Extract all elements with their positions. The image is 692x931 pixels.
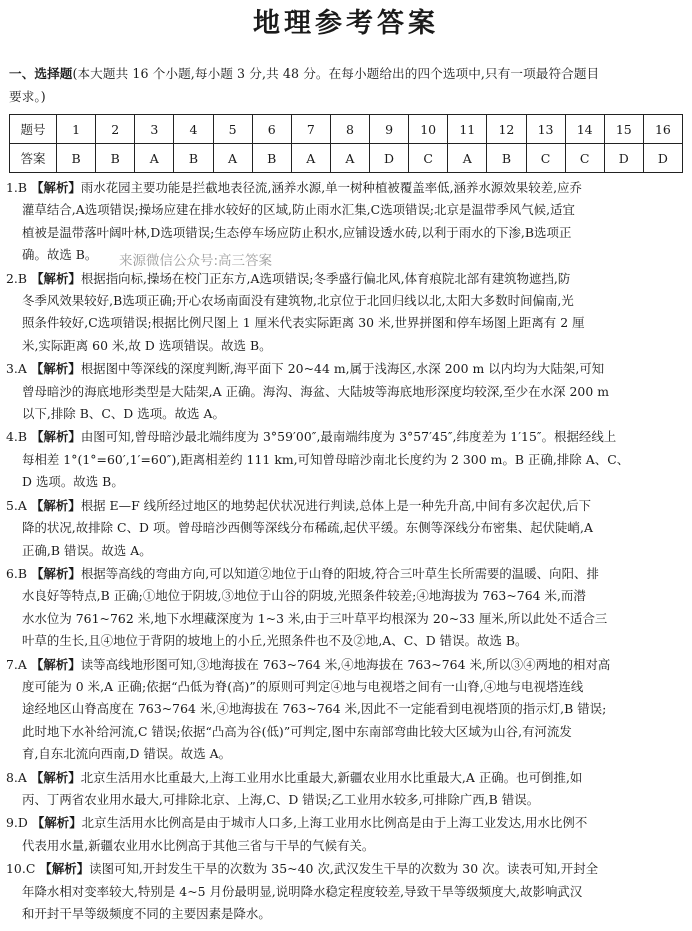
answer-table-number-row [10, 115, 683, 144]
item-number: 10.C [6, 861, 36, 877]
question-number: 4 [174, 115, 213, 144]
question-number: 3 [135, 115, 174, 144]
item-number: 4.B [6, 429, 28, 445]
item-line: 雨水花园主要功能是拦截地表径流,涵养水源,单一树种植被覆盖率低,涵养水源效果较差,应乔 [80, 180, 582, 195]
item-line: 正确,B 错误。故选 A。 [22, 542, 152, 558]
item-line: 照条件较好,C选项错误;根据比例尺图上 1 厘米代表实际距离 30 米,世界拼图和停车场图上距离有 2 厘 [22, 315, 585, 331]
answer-cell: C [409, 144, 448, 173]
explanation-item-1 [6, 177, 686, 267]
item-number: 1.B [6, 180, 28, 195]
item-line: 度可能为 0 米,A 正确;依据“凸低为脊(高)”的原则可判定④地与电视塔之间有一山脊,④地与电视塔连线 [22, 678, 584, 694]
item-line: 水水位为 761~762 米,地下水埋藏深度为 1~3 米,由于三叶草平均根深为 20~33 厘米,所以此处不适合三 [22, 610, 608, 626]
explanation-item-7 [6, 654, 686, 766]
item-line: 丙、丁两省农业用水最大,可排除北京、上海,C、D 错误;乙工业用水较多,可排除广西,B 错误。 [22, 791, 540, 807]
item-tag: 【解析】 [31, 565, 81, 581]
answer-cell: A [291, 144, 330, 173]
item-line: 根据等高线的弯曲方向,可以知道②地位于山脊的阳坡,符合三叶草生长所需要的温暖、向阳、排 [80, 565, 599, 581]
item-tag: 【解析】 [31, 815, 82, 831]
question-number: 13 [526, 115, 565, 144]
item-line: 确。故选 B。 [22, 247, 98, 263]
explanation-item-10 [6, 858, 686, 925]
section-intro-line1: (本大题共 16 个小题,每小题 3 分,共 48 分。在每小题给出的四个选项中,只有一项最符合题目 [72, 66, 600, 81]
item-line: 读图可知,开封发生干旱的次数为 35~40 次,武汉发生干旱的次数为 30 次。读表可知,开封全 [89, 861, 599, 877]
item-line: 根据 E—F 线所经过地区的地势起伏状况进行判读,总体上是一种先升高,中间有多次起伏,后下 [80, 497, 592, 513]
answer-cell: C [526, 144, 565, 173]
item-line: 根据指向标,操场在校门正东方,A选项错误;冬季盛行偏北风,体育痕院北部有建筑物遮挡,防 [80, 270, 571, 286]
item-line: 和开封干旱等级频度不同的主要因素是降水。 [22, 906, 271, 921]
item-line: 途经地区山脊高度在 763~764 米,④地海拔在 763~764 米,因此不一定能看到电视塔顶的指示灯,B 错误; [22, 701, 607, 717]
item-line: 植被是温带落叶阔叶林,D选项错误;生态停车场应防止积水,应铺设透水砖,以利于雨水的下渗,B选项正 [22, 224, 572, 240]
item-number: 2.B [6, 270, 28, 286]
explanation-item-9 [6, 812, 686, 857]
item-number: 3.A [6, 361, 27, 377]
item-tag: 【解析】 [31, 270, 81, 286]
question-number: 10 [409, 115, 448, 144]
item-line: 冬季风效果较好,B选项正确;开心农场南面没有建筑物,北京位于北回归线以北,太阳大多数时间偏南,光 [22, 293, 574, 309]
question-number: 7 [291, 115, 330, 144]
item-line: 水良好等特点,B 正确;①地位于阴坡,③地位于山谷的阴坡,光照条件较差;④地海拔为 763~764 米,而潜 [22, 588, 586, 604]
question-number: 11 [448, 115, 487, 144]
answer-cell: A [135, 144, 174, 173]
item-number: 9.D [6, 815, 28, 831]
item-tag: 【解析】 [30, 656, 81, 672]
answer-cell: A [213, 144, 252, 173]
item-line: 代表用水量,新疆农业用水比例高于其他三省与干旱的气候有关。 [22, 837, 375, 853]
watermark-text: 来源微信公众号:高三答案 [119, 253, 273, 269]
item-line: 北京生活用水比重最大,上海工业用水比重最大,新疆农业用水比重最大,A 正确。也可倒推,如 [80, 769, 583, 785]
answer-cell: B [487, 144, 526, 173]
item-line: D 选项。故选 B。 [22, 474, 124, 490]
item-line: 灌草结合,A选项错误;操场应建在排水较好的区域,防止雨水汇集,C选项错误;北京是温带季风气候,适宜 [22, 202, 575, 218]
question-number: 12 [487, 115, 526, 144]
question-number: 9 [370, 115, 409, 144]
question-number: 8 [330, 115, 369, 144]
item-line: 曾母暗沙的海底地形类型是大陆架,A 正确。海沟、海盆、大陆坡等海底地形深度均较深,至少在水深 200 m [22, 383, 610, 399]
explanation-item-5 [6, 495, 686, 562]
item-line: 北京生活用水比例高是由于城市人口多,上海工业用水比例高是由于上海工业发达,用水比例不 [81, 815, 588, 831]
answer-cell: D [370, 144, 409, 173]
question-number: 16 [643, 115, 682, 144]
item-line: 育,自东北流向西南,D 错误。故选 A。 [22, 746, 232, 762]
item-tag: 【解析】 [39, 861, 90, 877]
answer-cell: C [565, 144, 604, 173]
section-intro [9, 62, 685, 108]
answer-cell: B [57, 144, 96, 173]
answer-cell: B [174, 144, 213, 173]
explanation-item-3 [6, 358, 686, 425]
answer-cell: A [448, 144, 487, 173]
item-line: 读等高线地形图可知,③地海拔在 763~764 米,④地海拔在 763~764 米,所以③④两地的相对高 [80, 656, 611, 672]
item-tag: 【解析】 [30, 361, 81, 377]
explanation-item-2 [6, 268, 686, 358]
answer-cell: D [604, 144, 643, 173]
question-number: 6 [252, 115, 291, 144]
answer-cell: D [643, 144, 682, 173]
answer-cell: A [330, 144, 369, 173]
explanation-item-4 [6, 426, 686, 493]
item-tag: 【解析】 [30, 769, 81, 785]
item-line: 米,实际距离 60 米,故 D 选项错误。故选 B。 [22, 337, 272, 353]
item-tag: 【解析】 [31, 180, 81, 195]
item-number: 8.A [6, 769, 27, 785]
row-label-question: 题号 [10, 115, 57, 144]
section-intro-line2: 要求。) [9, 89, 46, 104]
item-line: 每相差 1°(1°=60′,1′=60″),距离相差约 111 km,可知曾母暗沙南北长度约为 2 300 m。B 正确,排除 A、C、 [22, 451, 630, 467]
page-title: 地理参考答案 [253, 8, 439, 39]
item-tag: 【解析】 [30, 497, 81, 513]
question-number: 5 [213, 115, 252, 144]
answer-table-answer-row [10, 144, 683, 173]
answer-table [9, 114, 683, 173]
question-number: 14 [565, 115, 604, 144]
question-number: 1 [57, 115, 96, 144]
answer-cell: B [96, 144, 135, 173]
item-number: 7.A [6, 656, 27, 672]
row-label-answer: 答案 [10, 144, 57, 173]
section-heading: 一、选择题 [9, 66, 73, 81]
question-number: 2 [96, 115, 135, 144]
item-line: 年降水相对变率较大,特别是 4~5 月份最明显,说明降水稳定程度较差,导致干旱等级频度大,故影响武汉 [22, 883, 583, 899]
item-line: 由图可知,曾母暗沙最北端纬度为 3°59′00″,最南端纬度为 3°57′45″,纬度差为 1′15″。根据经线上 [80, 429, 617, 445]
question-number: 15 [604, 115, 643, 144]
item-line: 降的状况,故排除 C、D 项。曾母暗沙西侧等深线分布稀疏,起伏平缓。东侧等深线分布密集、起伏陡峭,A [22, 520, 593, 536]
item-line: 此时地下水补给河流,C 错误;依据“凸高为谷(低)”可判定,图中东南部弯曲比较大区域为山谷,有河流发 [22, 723, 572, 739]
answer-cell: B [252, 144, 291, 173]
item-tag: 【解析】 [31, 429, 81, 445]
item-line: 根据图中等深线的深度判断,海平面下 20~44 m,属于浅海区,水深 200 m 以内均为大陆架,可知 [80, 361, 605, 377]
explanation-item-6 [6, 563, 686, 653]
item-line: 以下,排除 B、C、D 选项。故选 A。 [22, 406, 225, 422]
item-number: 6.B [6, 565, 28, 581]
item-number: 5.A [6, 497, 27, 513]
explanation-item-8 [6, 767, 686, 812]
item-line: 叶草的生长,且④地位于背阴的坡地上的小丘,光照条件也不及②地,A、C、D 错误。故选 B。 [22, 633, 528, 649]
